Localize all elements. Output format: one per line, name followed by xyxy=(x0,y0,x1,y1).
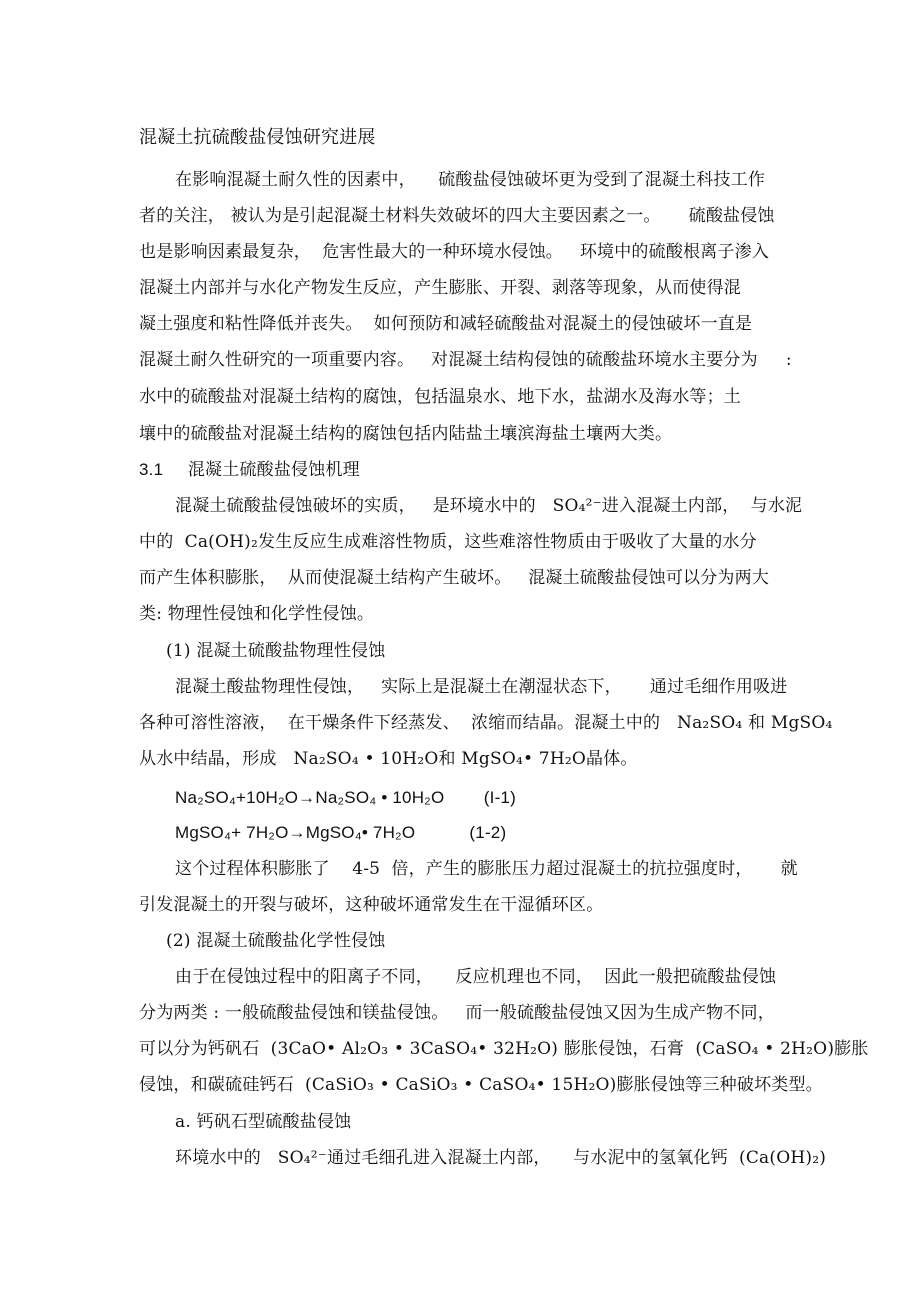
paragraph-line: 环境水中的 SO₄²⁻通过毛细孔进入混凝土内部， 与水泥中的氢氧化钙 (Ca(OH)₂) xyxy=(175,1148,827,1168)
paragraph-line: 由于在侵蚀过程中的阳离子不同， 反应机理也不同， 因此一般把硫酸盐侵蚀 xyxy=(175,967,777,987)
paragraph-line: 壤中的硫酸盐对混凝土结构的腐蚀包括内陆盐土壤滨海盐土壤两大类。 xyxy=(139,424,673,444)
paragraph-line: 水中的硫酸盐对混凝土结构的腐蚀，包括温泉水、地下水，盐湖水及海水等；土 xyxy=(139,387,741,407)
paragraph-line: 在影响混凝土耐久性的因素中， 硫酸盐侵蚀破坏更为受到了混凝土科技工作 xyxy=(175,170,766,190)
paragraph-line: 凝土强度和粘性降低并丧失。 如何预防和减轻硫酸盐对混凝土的侵蚀破坏一直是 xyxy=(139,314,753,334)
paragraph-line: 这个过程体积膨胀了 4-5 倍，产生的膨胀压力超过混凝土的抗拉强度时， 就 xyxy=(175,859,798,879)
paragraph-line: 类: 物理性侵蚀和化学性侵蚀。 xyxy=(139,604,375,624)
section-heading: 3.1 混凝土硫酸盐侵蚀机理 xyxy=(139,460,360,479)
paragraph-line: 混凝土酸盐物理性侵蚀， 实际上是混凝土在潮湿状态下， 通过毛细作用吸进 xyxy=(175,677,788,697)
subsection-heading: (2) 混凝土硫酸盐化学性侵蚀 xyxy=(166,931,386,951)
equation-1: Na₂SO₄+10H₂O→Na₂SO₄ • 10H₂O (I-1) xyxy=(175,788,516,807)
paragraph-line: 中的 Ca(OH)₂发生反应生成难溶性物质，这些难溶性物质由于吸收了大量的水分 xyxy=(139,532,757,552)
paragraph-line: 也是影响因素最复杂， 危害性最大的一种环境水侵蚀。 环境中的硫酸根离子渗入 xyxy=(139,242,770,262)
paragraph-line: 者的关注， 被认为是引起混凝土材料失效破坏的四大主要因素之一。 硫酸盐侵蚀 xyxy=(139,206,775,226)
paragraph-line: 混凝土硫酸盐侵蚀破坏的实质， 是环境水中的 SO₄²⁻进入混凝土内部， 与水泥 xyxy=(175,496,803,516)
paragraph-line: 引发混凝土的开裂与破坏，这种破坏通常发生在干湿循环区。 xyxy=(139,895,604,915)
paragraph-line: 可以分为钙矾石 (3CaO• Al₂O₃ • 3CaSO₄• 32H₂O) 膨胀侵蚀，石膏 (CaSO₄ • 2H₂O)膨胀 xyxy=(139,1039,869,1059)
paragraph-line: 而产生体积膨胀， 从而使混凝土结构产生破坏。 混凝土硫酸盐侵蚀可以分为两大 xyxy=(139,568,770,588)
paragraph-line: 混凝土内部并与水化产物发生反应，产生膨胀、开裂、剥落等现象，从而使得混 xyxy=(139,278,741,298)
paragraph-line: 分为两类 : 一般硫酸盐侵蚀和镁盐侵蚀。 而一般硫酸盐侵蚀又因为生成产物不同， xyxy=(139,1003,775,1023)
paragraph-line: 混凝土耐久性研究的一项重要内容。 对混凝土结构侵蚀的硫酸盐环境水主要分为 : xyxy=(139,350,792,370)
subsection-heading: (1) 混凝土硫酸盐物理性侵蚀 xyxy=(166,641,386,661)
document-title: 混凝土抗硫酸盐侵蚀研究进展 xyxy=(139,127,376,148)
paragraph-line: 各种可溶性溶液， 在干燥条件下经蒸发、 浓缩而结晶。混凝土中的 Na₂SO₄ 和 MgSO₄ xyxy=(139,713,833,733)
subsection-heading: a. 钙矾石型硫酸盐侵蚀 xyxy=(175,1112,352,1132)
equation-2: MgSO₄+ 7H₂O→MgSO₄• 7H₂O (1-2) xyxy=(175,823,507,842)
paragraph-line: 侵蚀，和碳硫硅钙石 (CaSiO₃ • CaSiO₃ • CaSO₄• 15H₂O)膨胀侵蚀等三种破坏类型。 xyxy=(139,1075,823,1095)
paragraph-line: 从水中结晶，形成 Na₂SO₄ • 10H₂O和 MgSO₄• 7H₂O晶体。 xyxy=(139,749,638,769)
